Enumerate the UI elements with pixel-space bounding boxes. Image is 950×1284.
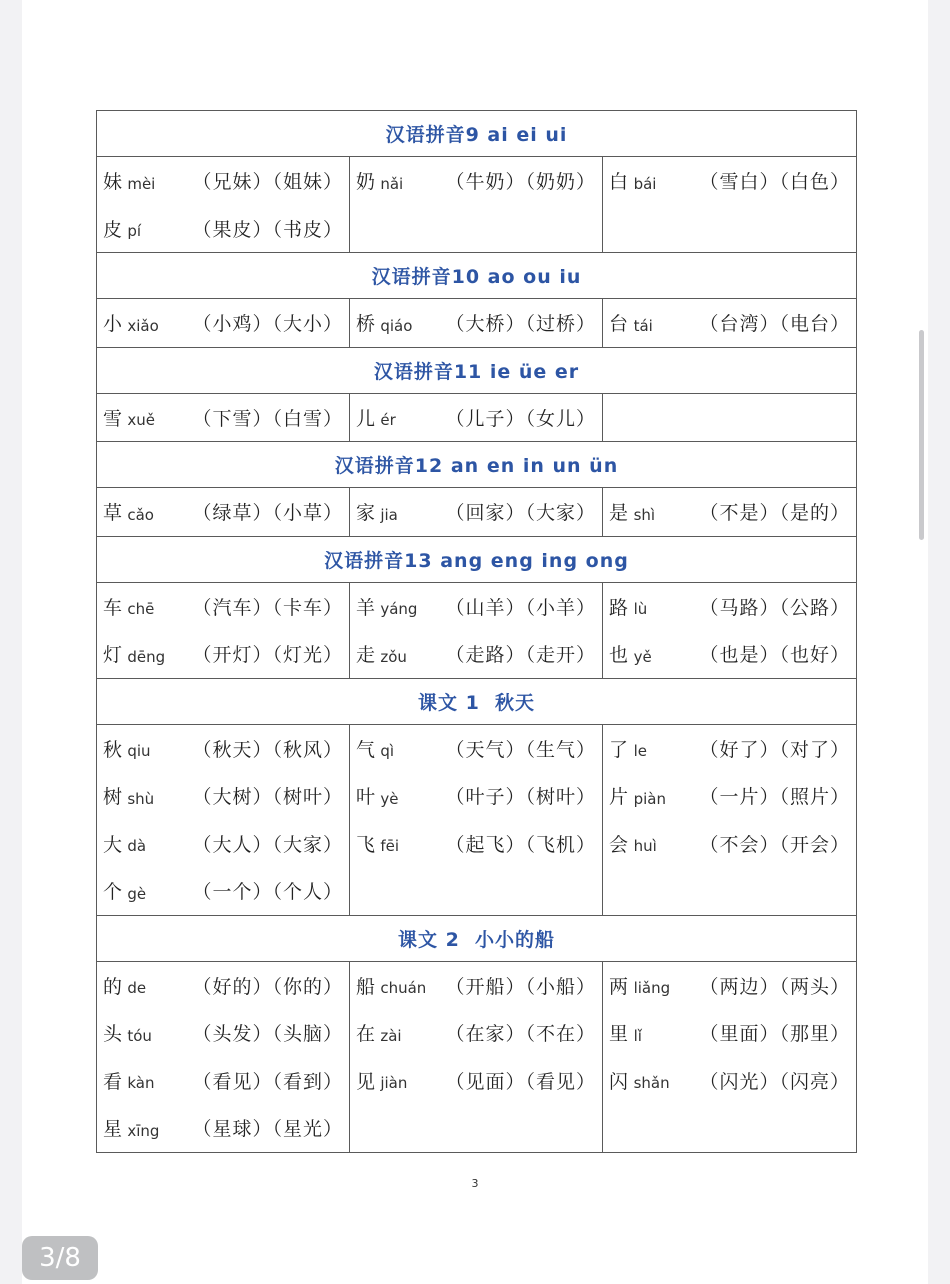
vocab-column [603,299,857,348]
entry-pinyin: kàn [127,1074,155,1093]
entry-pinyin: tái [633,316,653,335]
entry-words: （天气）（生气） [445,738,596,761]
entry-character: 个 [103,881,123,904]
entry-pinyin: chē [127,600,155,619]
vocab-entry [356,583,596,631]
section-body-row [97,299,857,348]
entry-words: （牛奶）（奶奶） [445,171,596,194]
vocab-entry [103,157,343,205]
entry-words: （大桥）（过桥） [445,313,596,336]
vocab-entry [609,1057,850,1105]
vocab-entry [356,1009,596,1057]
entry-words: （小鸡）（大小） [192,313,343,336]
entry-words: （闪光）（闪亮） [699,1070,851,1093]
entry-words: （兄妹）（姐妹） [192,171,343,194]
entry-character: 是 [609,502,629,525]
vocab-column [350,157,603,253]
entry-character: 片 [609,786,629,809]
entry-words: （下雪）（白雪） [192,407,343,430]
vocab-entry [103,772,343,820]
entry-pinyin: lù [633,600,648,619]
vocab-entry [356,630,596,678]
section-header-row [97,347,857,393]
entry-words: （头发）（头脑） [192,1023,343,1046]
entry-words: （起飞）（飞机） [445,833,596,856]
section-title-text: 汉语拼音11 ie üe er [373,360,580,383]
entry-character: 白 [609,171,629,194]
vocab-entry [103,1009,343,1057]
entry-character: 儿 [356,407,376,430]
entry-pinyin: shì [633,505,656,524]
entry-pinyin: pí [127,222,142,241]
vocab-entry [103,1057,343,1105]
section-title-text: 课文 2 小小的船 [397,928,556,951]
entry-pinyin: xiǎo [127,316,159,335]
vocab-entry [356,157,596,205]
vocab-column [97,157,350,253]
vocab-column [603,393,857,442]
page-indicator[interactable]: 3/8 [22,1236,98,1280]
vocab-column [350,724,603,915]
section-title [97,442,857,488]
entry-character: 大 [103,833,123,856]
section-title-text: 汉语拼音13 ang eng ing ong [324,549,629,572]
entry-character: 羊 [356,596,376,619]
entry-character: 叶 [356,786,376,809]
section-title [97,678,857,724]
vocab-column [350,393,603,442]
vocab-entry [609,820,850,868]
entry-character: 会 [609,833,629,856]
entry-words: （马路）（公路） [699,596,851,619]
entry-words: （一片）（照片） [699,786,851,809]
section-body-row [97,393,857,442]
entry-character: 雪 [103,407,123,430]
entry-pinyin: shù [127,789,155,808]
vocab-entry [609,299,850,347]
entry-character: 头 [103,1023,123,1046]
vocab-entry [103,205,343,253]
entry-words: （不会）（开会） [699,833,851,856]
entry-character: 奶 [356,171,376,194]
entry-character: 里 [609,1023,629,1046]
section-title [97,253,857,299]
entry-character: 看 [103,1070,123,1093]
section-title-text: 汉语拼音9 ai ei ui [385,124,568,146]
section-body-row [97,157,857,253]
entry-pinyin: xīng [127,1121,160,1140]
entry-character: 树 [103,786,123,809]
vocab-column [97,724,350,915]
entry-words: （绿草）（小草） [192,502,343,525]
entry-character: 了 [609,738,629,761]
entry-words: （好的）（你的） [192,975,343,998]
entry-words: （走路）（走开） [445,644,596,667]
entry-character: 车 [103,596,123,619]
section-title-text: 汉语拼音12 an en in un ün [334,455,619,477]
section-title [97,111,857,157]
entry-words: （叶子）（树叶） [445,786,596,809]
entry-character: 家 [356,502,376,525]
entry-pinyin: ér [380,411,396,430]
entry-character: 船 [356,975,376,998]
entry-words: （大人）（大家） [192,833,343,856]
entry-pinyin: bái [633,174,657,193]
vocab-entry [609,725,850,773]
entry-pinyin: chuán [380,979,427,998]
entry-pinyin: dà [127,837,147,856]
vocab-entry [356,962,596,1010]
entry-pinyin: yáng [380,600,418,619]
section-title [97,347,857,393]
entry-words: （也是）（也好） [699,644,851,667]
entry-character: 飞 [356,833,376,856]
vocab-entry [609,157,850,205]
vocab-entry [609,488,850,536]
entry-words: （两边）（两头） [699,975,851,998]
vocab-column [603,582,857,678]
entry-pinyin: piàn [633,789,666,808]
entry-words: （秋天）（秋风） [192,738,343,761]
section-body-row [97,724,857,915]
entry-pinyin: jia [380,505,398,524]
entry-pinyin: le [633,742,647,761]
section-title-text: 课文 1 秋天 [417,691,536,714]
entry-character: 两 [609,975,629,998]
section-header-row [97,111,857,157]
vocab-entry [609,772,850,820]
entry-pinyin: dēng [127,647,166,666]
vocab-column [97,961,350,1152]
vocab-column [350,582,603,678]
entry-words: （回家）（大家） [445,502,596,525]
section-header-row [97,678,857,724]
entry-pinyin: zǒu [380,647,407,666]
entry-words: （果皮）（书皮） [192,218,343,241]
section-header-row [97,253,857,299]
entry-character: 走 [356,644,376,667]
entry-words: （一个）（个人） [192,881,343,904]
section-body-row [97,582,857,678]
entry-pinyin: jiàn [380,1074,408,1093]
vocab-entry [103,630,343,678]
page-number: 3 [471,1177,479,1190]
vocab-column [603,488,857,537]
vocab-entry [609,962,850,1010]
entry-words: （星球）（星光） [192,1118,343,1141]
entry-character: 灯 [103,644,123,667]
entry-words: （开灯）（灯光） [192,644,343,667]
entry-pinyin: liǎng [633,979,671,998]
vocab-entry [103,820,343,868]
entry-words: （在家）（不在） [445,1023,596,1046]
section-body-row [97,961,857,1152]
entry-character: 气 [356,738,376,761]
scrollbar[interactable] [919,330,924,540]
entry-character: 秋 [103,738,123,761]
entry-words: （不是）（是的） [699,502,851,525]
vocab-entry [103,725,343,773]
vocab-entry [356,1057,596,1105]
entry-pinyin: huì [633,837,657,856]
entry-pinyin: gè [127,884,147,903]
entry-pinyin: qì [380,742,395,761]
section-body-row [97,488,857,537]
entry-character: 见 [356,1070,376,1093]
vocab-entry [356,299,596,347]
entry-character: 的 [103,975,123,998]
vocab-entry [103,299,343,347]
vocab-column [603,157,857,253]
entry-words: （里面）（那里） [699,1023,851,1046]
entry-words: （山羊）（小羊） [445,596,596,619]
vocab-entry [609,630,850,678]
vocab-entry [609,1009,850,1057]
vocab-column [350,488,603,537]
entry-pinyin: fēi [380,837,400,856]
vocab-entry [356,394,596,442]
vocab-entry [103,867,343,915]
entry-character: 在 [356,1023,376,1046]
vocab-entry [103,962,343,1010]
vocab-column [350,299,603,348]
vocab-entry [356,772,596,820]
entry-words: （大树）（树叶） [192,786,343,809]
section-title [97,536,857,582]
entry-words: （开船）（小船） [445,975,596,998]
vocab-column [603,961,857,1152]
entry-character: 星 [103,1118,123,1141]
vocab-entry [103,1104,343,1152]
entry-pinyin: yè [380,789,399,808]
vocab-column [97,299,350,348]
entry-words: （看见）（看到） [192,1070,343,1093]
vocab-entry [103,394,343,442]
entry-words: （儿子）（女儿） [445,407,596,430]
entry-character: 闪 [609,1070,629,1093]
entry-pinyin: lǐ [633,1026,642,1045]
entry-character: 也 [609,644,629,667]
entry-words: （汽车）（卡车） [192,596,343,619]
entry-words: （见面）（看见） [445,1070,596,1093]
entry-pinyin: de [127,979,147,998]
vocab-column [97,582,350,678]
vocab-entry [103,488,343,536]
section-title [97,915,857,961]
vocab-entry [609,583,850,631]
entry-character: 皮 [103,218,123,241]
entry-pinyin: cǎo [127,505,154,524]
vocab-table [96,110,857,1153]
entry-words: （台湾）（电台） [699,313,851,336]
entry-character: 草 [103,502,123,525]
vocab-entry [356,725,596,773]
vocab-column [97,393,350,442]
entry-pinyin: zài [380,1026,402,1045]
entry-character: 妹 [103,171,123,194]
entry-pinyin: tóu [127,1026,152,1045]
vocab-column [603,724,857,915]
vocab-entry [356,820,596,868]
entry-pinyin: shǎn [633,1074,670,1093]
section-header-row [97,442,857,488]
entry-character: 桥 [356,313,376,336]
entry-pinyin: yě [633,647,652,666]
entry-pinyin: qiu [127,742,151,761]
entry-words: （好了）（对了） [699,738,851,761]
vocab-column [97,488,350,537]
vocab-entry [356,488,596,536]
entry-character: 小 [103,313,123,336]
entry-character: 路 [609,596,629,619]
entry-pinyin: xuě [127,411,155,430]
entry-pinyin: qiáo [380,316,413,335]
section-header-row [97,915,857,961]
entry-pinyin: mèi [127,174,156,193]
entry-character: 台 [609,313,629,336]
entry-words: （雪白）（白色） [699,171,851,194]
section-title-text: 汉语拼音10 ao ou iu [371,266,582,288]
vocab-entry [103,583,343,631]
vocab-column [350,961,603,1152]
entry-pinyin: nǎi [380,174,404,193]
section-header-row [97,536,857,582]
